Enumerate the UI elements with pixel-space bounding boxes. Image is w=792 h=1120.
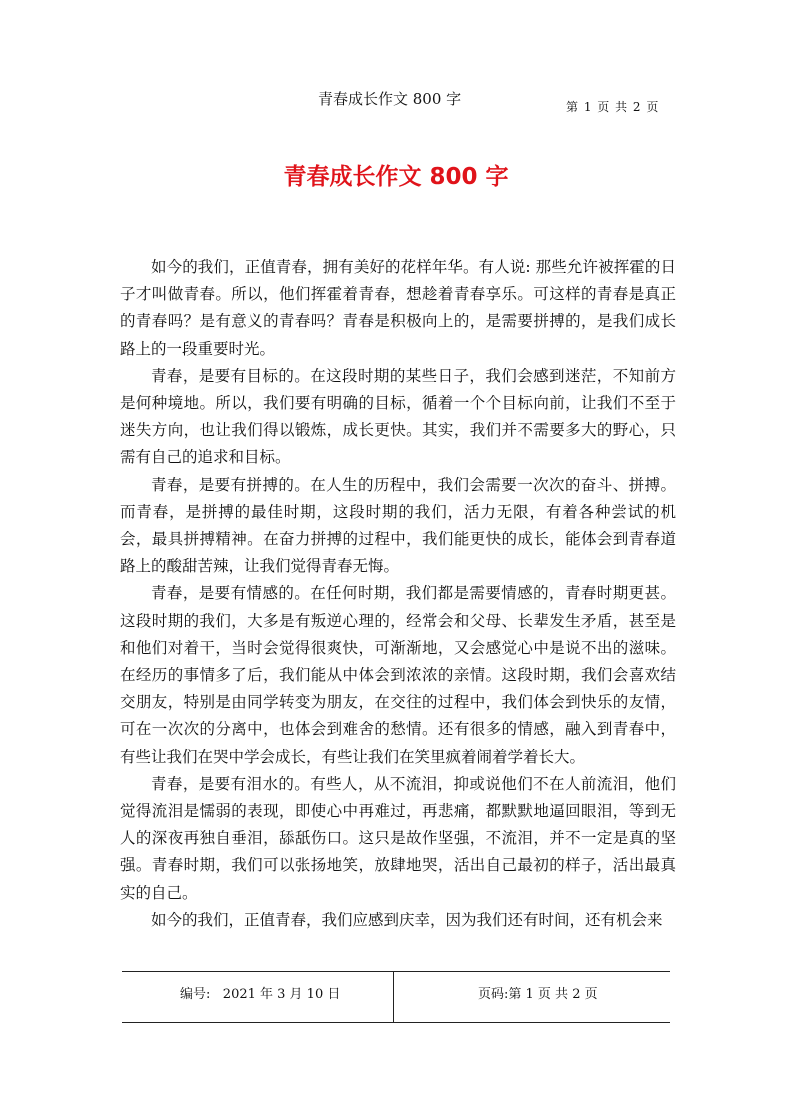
running-header-title: 青春成长作文 800 字 [318, 90, 462, 108]
footer-bottom-rule [122, 1022, 670, 1023]
paragraph: 如今的我们，正值青春，拥有美好的花样年华。有人说: 那些允许被挥霍的日子才叫做青春。所以，他们挥霍着青春，想趁着青春享乐。可这样的青春是真正的青春吗？是有意义的青春吗？青春是积极向上的，是需要拼搏的，是我们成长路上的一段重要时光。 [120, 258, 676, 358]
footer-page [478, 983, 598, 1002]
paragraph: 如今的我们，正值青春，我们应感到庆幸，因为我们还有时间，还有机会来 [151, 910, 663, 929]
footer-number-label: 编号: [180, 987, 211, 1002]
footer-top-rule [122, 971, 670, 972]
paragraph: 青春，是要有目标的。在这段时期的某些日子，我们会感到迷茫，不知前方是何种境地。所以，我们要有明确的目标，循着一个个目标向前，让我们不至于迷失方向，也让我们得以锻炼，成长更快。其实，我们并不需要多大的野心，只需有自己的追求和目标。 [120, 366, 676, 467]
paragraph: 青春，是要有拼搏的。在人生的历程中，我们会需要一次次的奋斗、拼搏。而青春，是拼搏的最佳时期，这段时期的我们，活力无限，有着各种尝试的机会，最具拼搏精神。在奋力拼搏的过程中，我们能更快的成长，能体会到青春道路上的酸甜苦辣，让我们觉得青春无悔。 [120, 475, 676, 576]
footer-number-value: 2021 年 3 月 10 日 [222, 987, 341, 1002]
running-header-page-info: 第 1 页 共 2 页 [566, 100, 660, 114]
footer-page-value: 第 1 页 共 2 页 [508, 987, 598, 1002]
paragraph: 青春，是要有情感的。在任何时期，我们都是需要情感的，青春时期更甚。这段时期的我们，大多是有叛逆心理的，经常会和父母、长辈发生矛盾，甚至是和他们对着干，当时会觉得很爽快，可渐渐地，又会感觉心中是说不出的滋味。在经历的事情多了后，我们能从中体会到浓浓的亲情。这段时期，我们会喜欢结交朋友，特别是由同学转变为朋友，在交往的过程中，我们体会到快乐的友情，可在一次次的分离中，也体会到难舍的愁情。还有很多的情感，融入到青春中，有些让我们在哭中学会成长，有些让我们在笑里疯着闹着学着长大。 [120, 584, 676, 766]
paragraph: 青春，是要有泪水的。有些人，从不流泪，抑或说他们不在人前流泪，他们觉得流泪是懦弱的表现，即使心中再难过，再悲痛，都默默地逼回眼泪，等到无人的深夜再独自垂泪，舔舐伤口。这只是故作坚强，不流泪，并不一定是真的坚强。青春时期，我们可以张扬地笑，放肆地哭，活出自己最初的样子，活出最真实的自己。 [120, 774, 676, 902]
document-body [120, 254, 676, 934]
document-title: 青春成长作文 800 字 [283, 164, 509, 190]
footer-page-label: 页码: [478, 987, 509, 1002]
footer-number [180, 983, 340, 1002]
footer-divider [393, 971, 394, 1022]
